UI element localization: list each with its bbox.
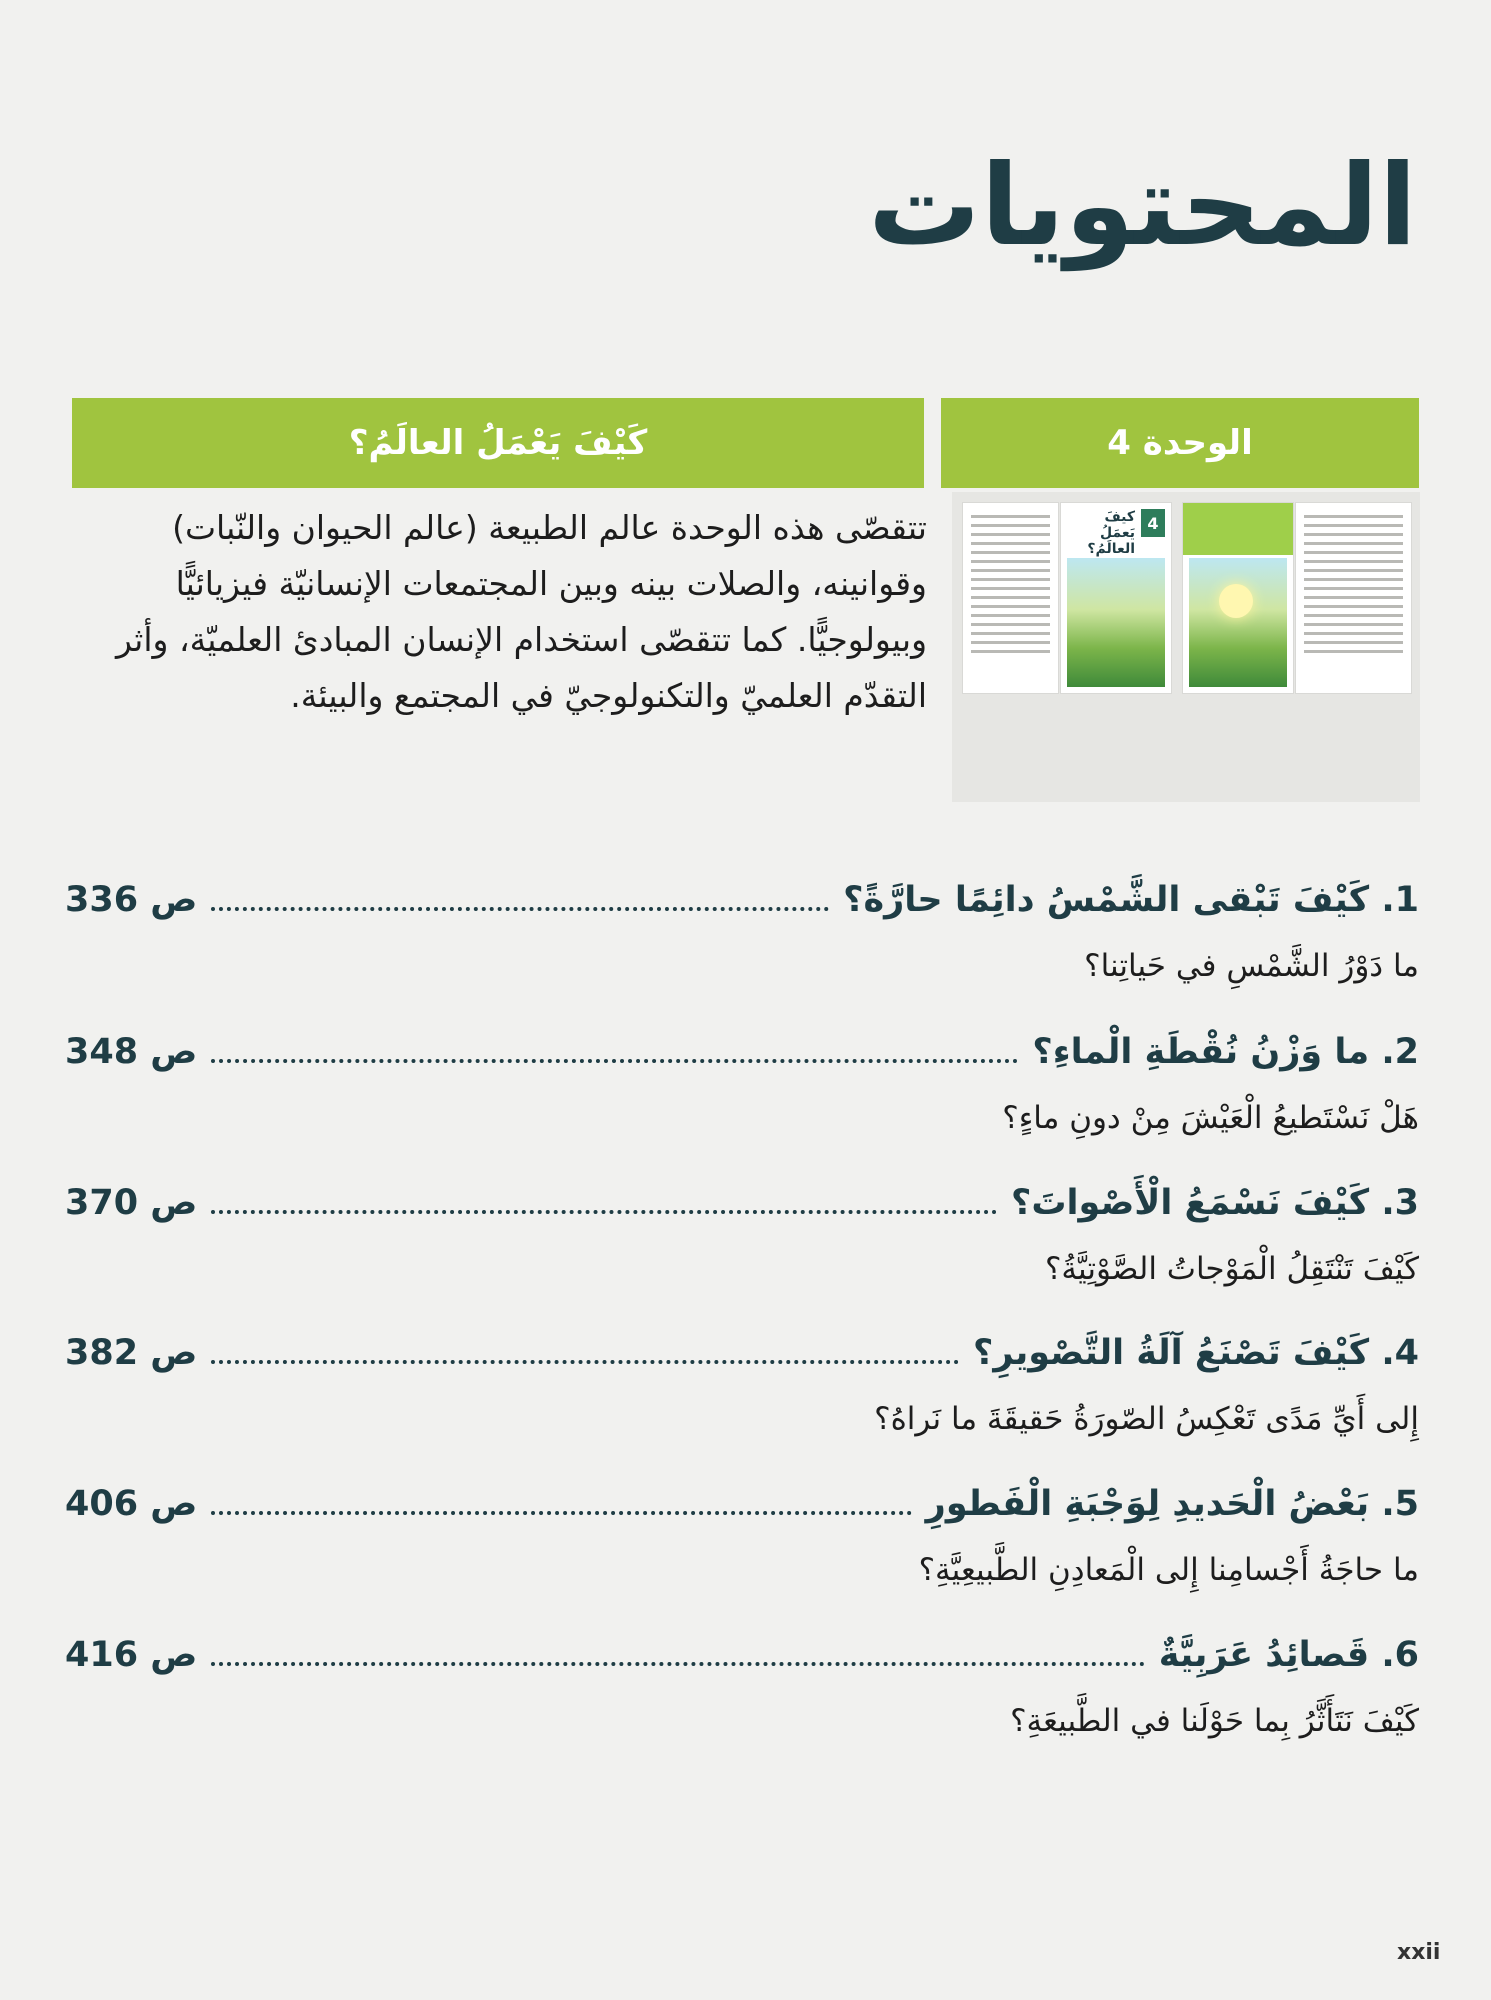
toc-title[interactable]: 3. كَيْفَ نَسْمَعُ الْأَصْواتَ؟ xyxy=(1011,1183,1419,1223)
unit-label: الوحدة 4 xyxy=(941,398,1419,488)
unit-description: تتقصّى هذه الوحدة عالم الطبيعة (عالم الحيوان والنّبات) وقوانينه، والصلات بينه وبين المجتمعات الإنسانيّة فيزيائيًّا وبيولوجيًّا. كما تتقصّى استخدام الإنسان المبادئ العلميّة، وأثر التقدّم العلميّ والتكنولوجيّ في المجتمع والبيئة. xyxy=(115,508,927,715)
toc-entry-2[interactable] xyxy=(65,1032,1419,1136)
toc-page: ص 348 xyxy=(65,1032,198,1072)
toc-page: ص 382 xyxy=(65,1333,198,1373)
page-title: المحتويات xyxy=(868,141,1417,271)
unit-preview-image xyxy=(952,492,1420,802)
leader-dots xyxy=(211,1210,997,1214)
preview-page-contents xyxy=(962,502,1059,694)
leader-dots xyxy=(211,1059,1018,1063)
preview-page-text xyxy=(1295,502,1412,694)
preview-cover-title: كيفَ يَعمَلُ العالَمُ؟ xyxy=(1087,509,1135,557)
leader-dots xyxy=(211,907,829,911)
toc-subtitle: ما دَوْرُ الشَّمْسِ في حَياتِنا؟ xyxy=(1084,948,1419,984)
sun-illustration xyxy=(1189,558,1287,687)
toc-entry-4[interactable] xyxy=(65,1333,1419,1437)
toc-subtitle: هَلْ نَسْتَطيعُ الْعَيْشَ مِنْ دونِ ماءٍ؟ xyxy=(1002,1100,1419,1136)
toc-title[interactable]: 1. كَيْفَ تَبْقى الشَّمْسُ دائِمًا حارَّةً؟ xyxy=(843,880,1419,920)
preview-page-sun xyxy=(1182,502,1294,694)
toc-subtitle: كَيْفَ نَتَأَثَّرُ بِما حَوْلَنا في الطَّبيعَةِ؟ xyxy=(1010,1703,1419,1739)
leader-dots xyxy=(211,1662,1144,1666)
toc-title[interactable]: 4. كَيْفَ تَصْنَعُ آلَةُ التَّصْويرِ؟ xyxy=(973,1333,1419,1373)
toc-title[interactable]: 5. بَعْضُ الْحَديدِ لِوَجْبَةِ الْفَطورِ xyxy=(925,1484,1419,1524)
toc-page: ص 416 xyxy=(65,1635,198,1675)
toc-page: ص 370 xyxy=(65,1183,198,1223)
toc-subtitle: كَيْفَ تَنْتَقِلُ الْمَوْجاتُ الصَّوْتِيَّةُ؟ xyxy=(1044,1251,1419,1287)
leader-dots xyxy=(211,1511,911,1515)
page-number: xxii xyxy=(1397,1940,1441,1965)
toc-subtitle: ما حاجَةُ أَجْسامِنا إِلى الْمَعادِنِ الطَّبيعِيَّةِ؟ xyxy=(918,1552,1419,1588)
nature-illustration xyxy=(1067,558,1165,687)
toc-page: ص 406 xyxy=(65,1484,198,1524)
sun-icon xyxy=(1219,584,1253,618)
leader-dots xyxy=(211,1360,959,1364)
toc-entry-1[interactable] xyxy=(65,880,1419,984)
toc-subtitle: إِلى أَيِّ مَدًى تَعْكِسُ الصّورَةُ حَقيقَةَ ما نَراهُ؟ xyxy=(874,1401,1419,1437)
toc-entry-6[interactable] xyxy=(65,1635,1419,1739)
unit-theme-title: كَيْفَ يَعْمَلُ العالَمُ؟ xyxy=(72,398,924,488)
toc-entry-5[interactable] xyxy=(65,1484,1419,1588)
preview-page-cover xyxy=(1060,502,1172,694)
toc-title[interactable]: 6. قَصائِدُ عَرَبِيَّةٌ xyxy=(1158,1635,1419,1675)
preview-unit-badge: 4 xyxy=(1141,509,1165,537)
toc-entry-3[interactable] xyxy=(65,1183,1419,1287)
toc-page: ص 336 xyxy=(65,880,198,920)
toc-title[interactable]: 2. ما وَزْنُ نُقْطَةِ الْماءِ؟ xyxy=(1032,1032,1419,1072)
